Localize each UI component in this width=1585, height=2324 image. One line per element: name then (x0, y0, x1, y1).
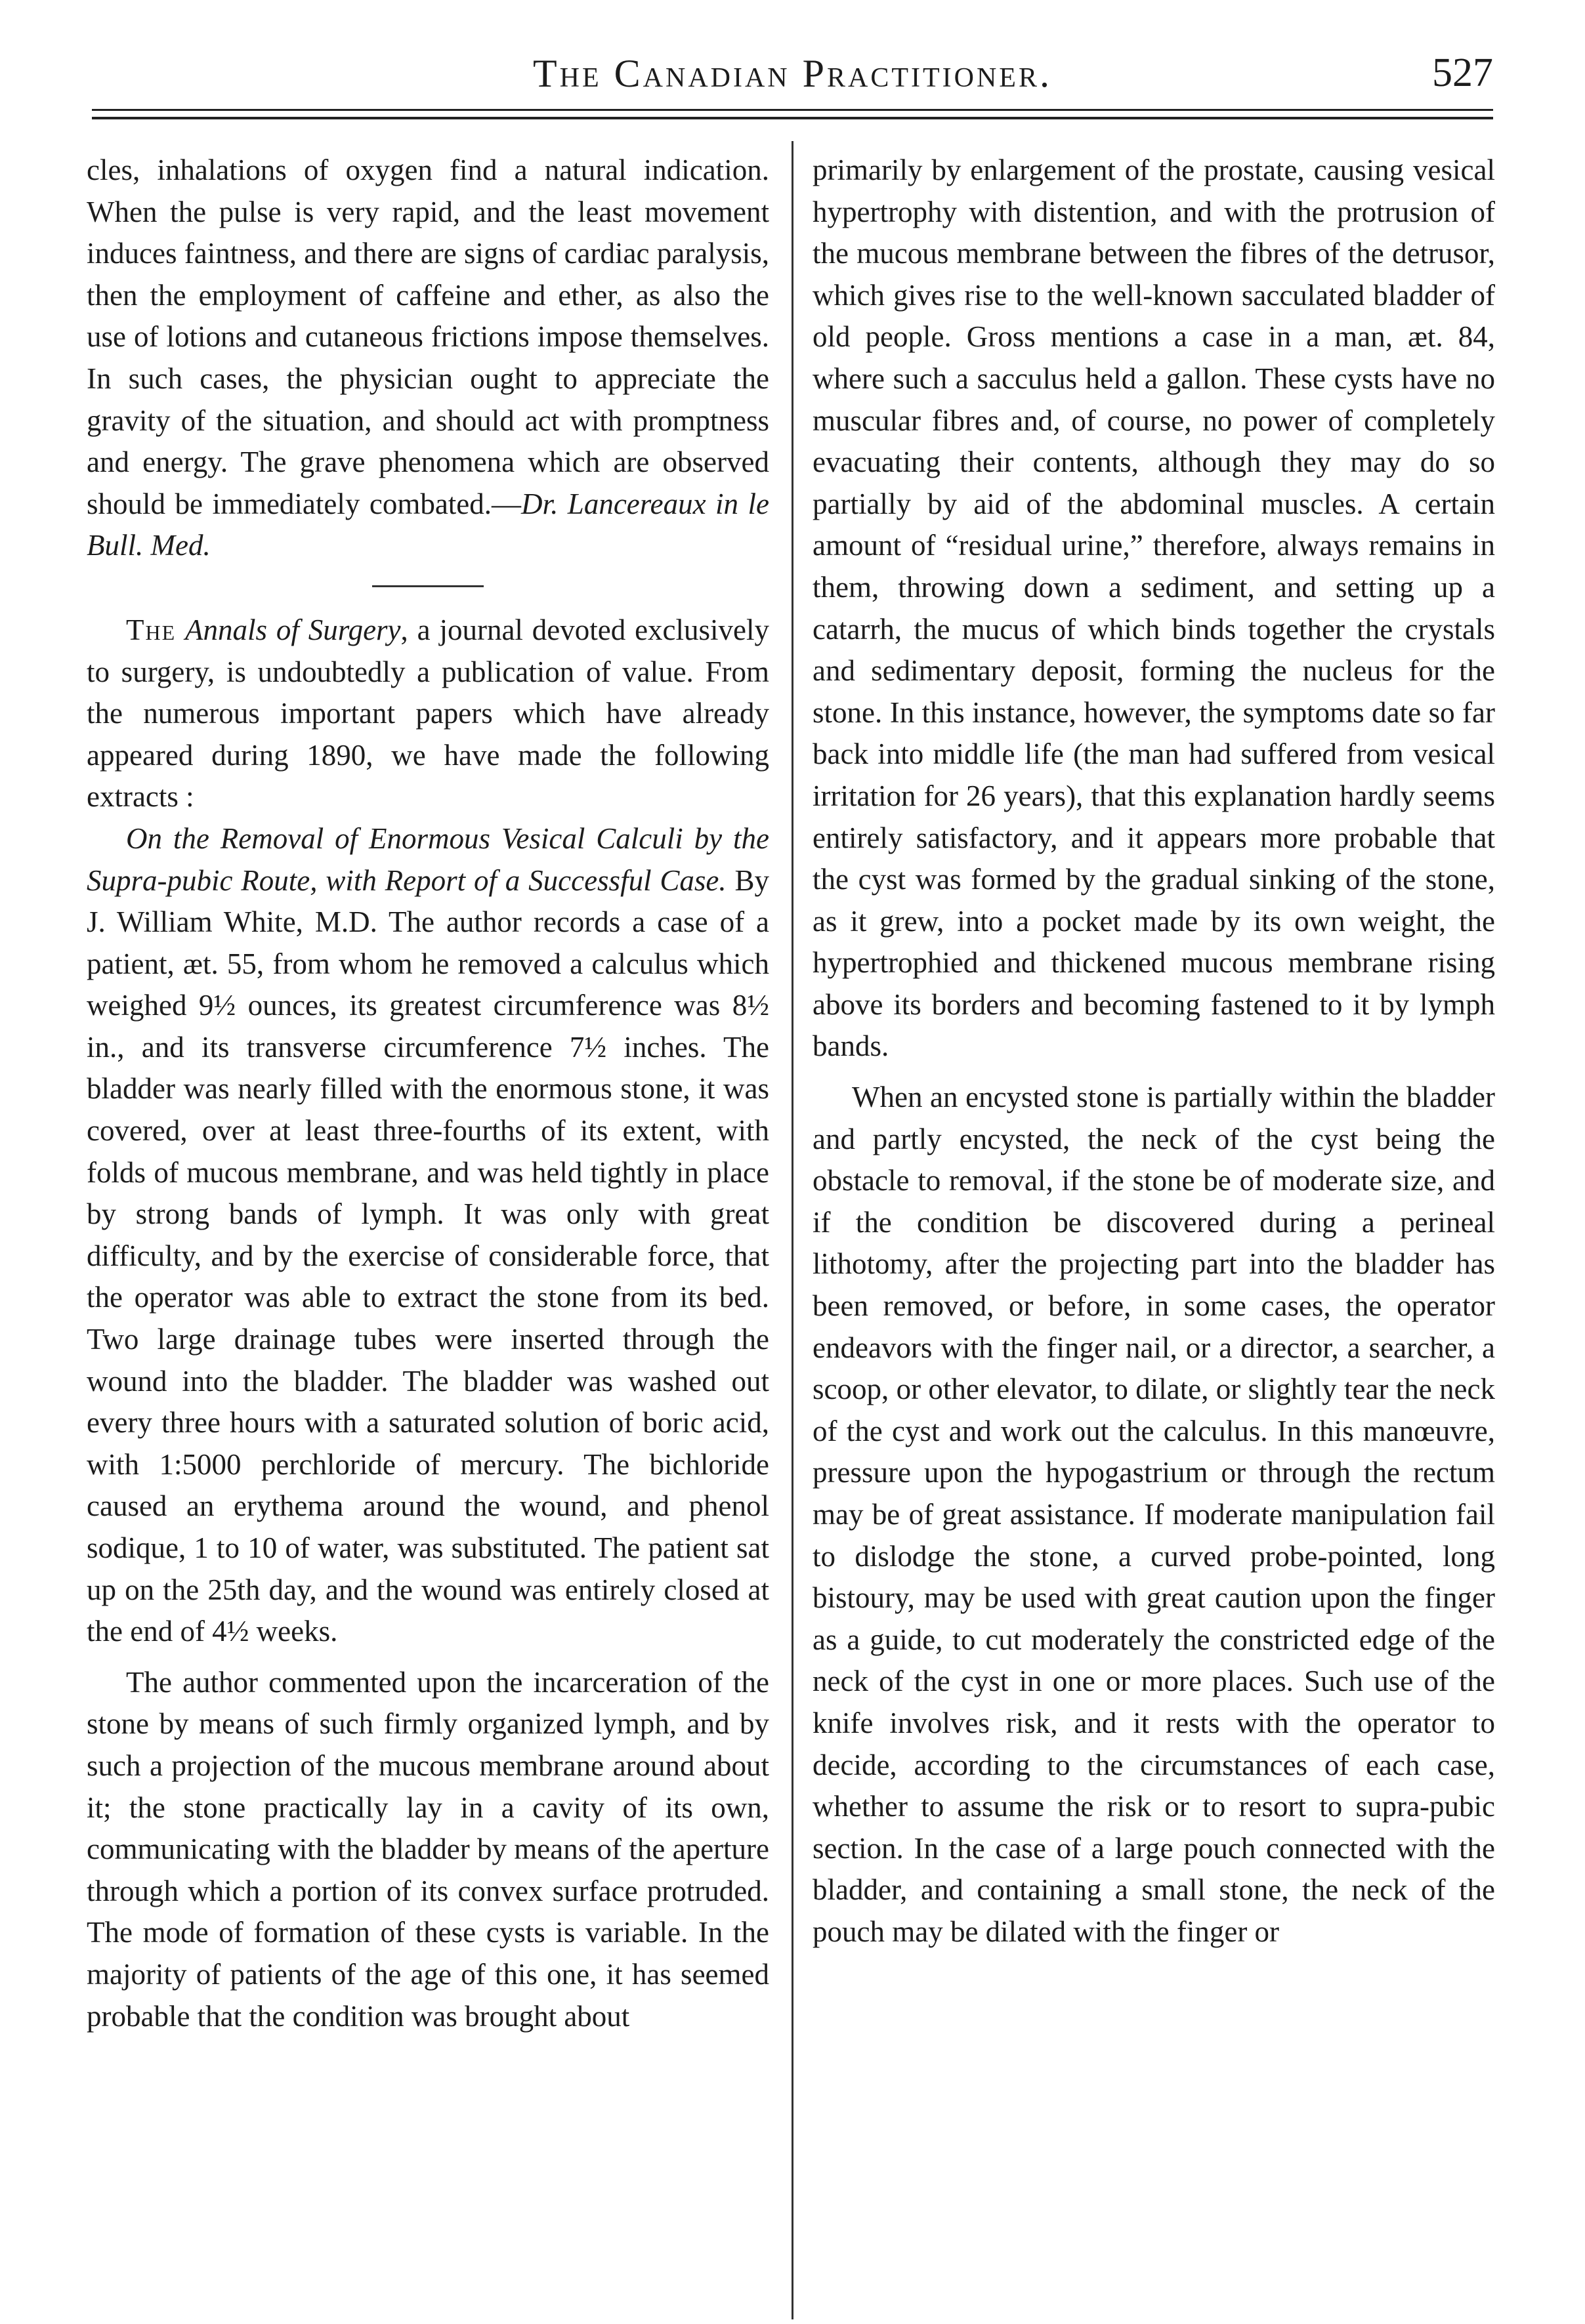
lead-word: The (126, 613, 177, 646)
left-column (87, 150, 769, 2037)
paragraph-annals-intro (87, 610, 769, 818)
journal-name: Annals of Surgery (185, 613, 401, 646)
paragraph-gap (87, 1653, 769, 1662)
page-number: 527 (1432, 51, 1493, 95)
right-column (813, 150, 1495, 1953)
paragraph-text: By J. William White, M.D. The author records a case of a patient, æt. 55, from whom he removed a calculus which weighed 9½ ounces, its greatest circumference was 8½ in., and its transverse circumference 7½ inches. The bladder was nearly filled with the enormous stone, it was covered, over at least three-fourths of its extent, with folds of mucous membrane, and was held tightly in place by strong bands of lymph. It was only with great difficulty, and by the exercise of considerable force, that the operator was able to extract the stone from its bed. Two large drainage tubes were inserted through the wound into the bladder. The bladder was washed out every three hours with a saturated solution of boric acid, with 1:5000 perchloride of mercury. The bichloride caused an erythema around the wound, and phenol sodique, 1 to 10 of water, was substituted. The patient sat up on the 25th day, and the wound was entirely closed at the end of 4½ weeks. (87, 863, 769, 1648)
paragraph-text: , a journal devoted exclusively to surgery, is undoubtedly a publication of value. From the numerous important papers which have already appeared during 1890, we have made the following extracts : (87, 613, 770, 814)
journal-title: The Canadian Practitioner. (533, 52, 1052, 95)
header-rule-thick (92, 117, 1493, 119)
paragraph-encysted-stone: When an encysted stone is partially within the bladder and partly encysted, the neck of the cyst being the obstacle to removal, if the stone be of moderate size, and if the condition be discovered during a perineal lithotomy, after the projecting part into the bladder has been removed, or before, in some cases, the operator endeavors with the finger nail, or a director, a searcher, a scoop, or other elevator, to dilate, or slightly tear the neck of the cyst and work out the calculus. In this manœuvre, pressure upon the hypogastrium or through the rectum may be of great assistance. If moderate manipulation fail to dislodge the stone, a curved probe-pointed, long bistoury, may be used with great caution upon the finger as a guide, to cut moderately the constricted edge of the neck of the cyst in one or more places. Such use of the knife involves risk, and it rests with the operator to decide, according to the circumstances of each case, whether to assume the risk or to resort to supra-pubic section. In the case of a large pouch connected with the bladder, and containing a small stone, the neck of the pouch may be dilated with the finger or (813, 1081, 1495, 1948)
paragraph-text: cles, inhalations of oxygen find a natural indication. When the pulse is very rapid, and the least movement induces faintness, and there are signs of cardiac paralysis, then the employment of caffeine and ether, as also the use of lotions and cutaneous frictions impose themselves. In such cases, the physician ought to appreciate the gravity of the situation, and should act with promptness and energy. The grave phenomena which are observed should be immediately combated.— (87, 154, 769, 520)
paragraph-gap (813, 1068, 1495, 1077)
header-rule-thin (92, 109, 1493, 111)
paragraph-article-summary (87, 818, 769, 1653)
paragraph-continuation (87, 150, 769, 567)
column-divider (792, 141, 793, 2319)
article-title: On the Removal of Enormous Vesical Calculi by the Supra-pubic Route, with Report of a Successful Case. (87, 821, 769, 897)
running-head (92, 46, 1493, 105)
source-citation: Dr. Lancereaux in le Bull. Med. (87, 487, 769, 562)
section-separator (372, 585, 484, 587)
paragraph-continuation: primarily by enlargement of the prostate, causing vesical hypertrophy with distention, and with the protrusion of the mucous membrane between the fibres of the detrusor, which gives rise to the well-known sacculated bladder of old people. Gross mentions a case in a man, æt. 84, where such a sacculus held a gallon. These cysts have no muscular fibres and, of course, no power of completely evacuating their contents, although they may do so partially by aid of the abdominal muscles. A certain amount of “residual urine,” therefore, always remains in them, throwing down a sediment, and setting up a catarrh, the mucus of which binds together the crystals and sedimentary deposit, forming the nucleus for the stone. In this instance, however, the symptoms date so far back into middle life (the man had suffered from vesical irritation for 26 years), that this explanation hardly seems entirely satisfactory, and it appears more probable that the cyst was formed by the gradual sinking of the stone, as it grew, into a pocket made by its own weight, the hypertrophied and thickened mucous membrane rising above its borders and becoming fastened to it by lymph bands. (813, 154, 1495, 1063)
paragraph-commentary: The author commented upon the incarceration of the stone by means of such firmly organized lymph, and by such a projection of the mucous membrane around about it; the stone practically lay in a cavity of its own, communicating with the bladder by means of the aperture through which a portion of its convex surface protruded. The mode of formation of these cysts is variable. In the majority of patients of the age of this one, it has seemed probable that the condition was brought about (87, 1665, 769, 2033)
